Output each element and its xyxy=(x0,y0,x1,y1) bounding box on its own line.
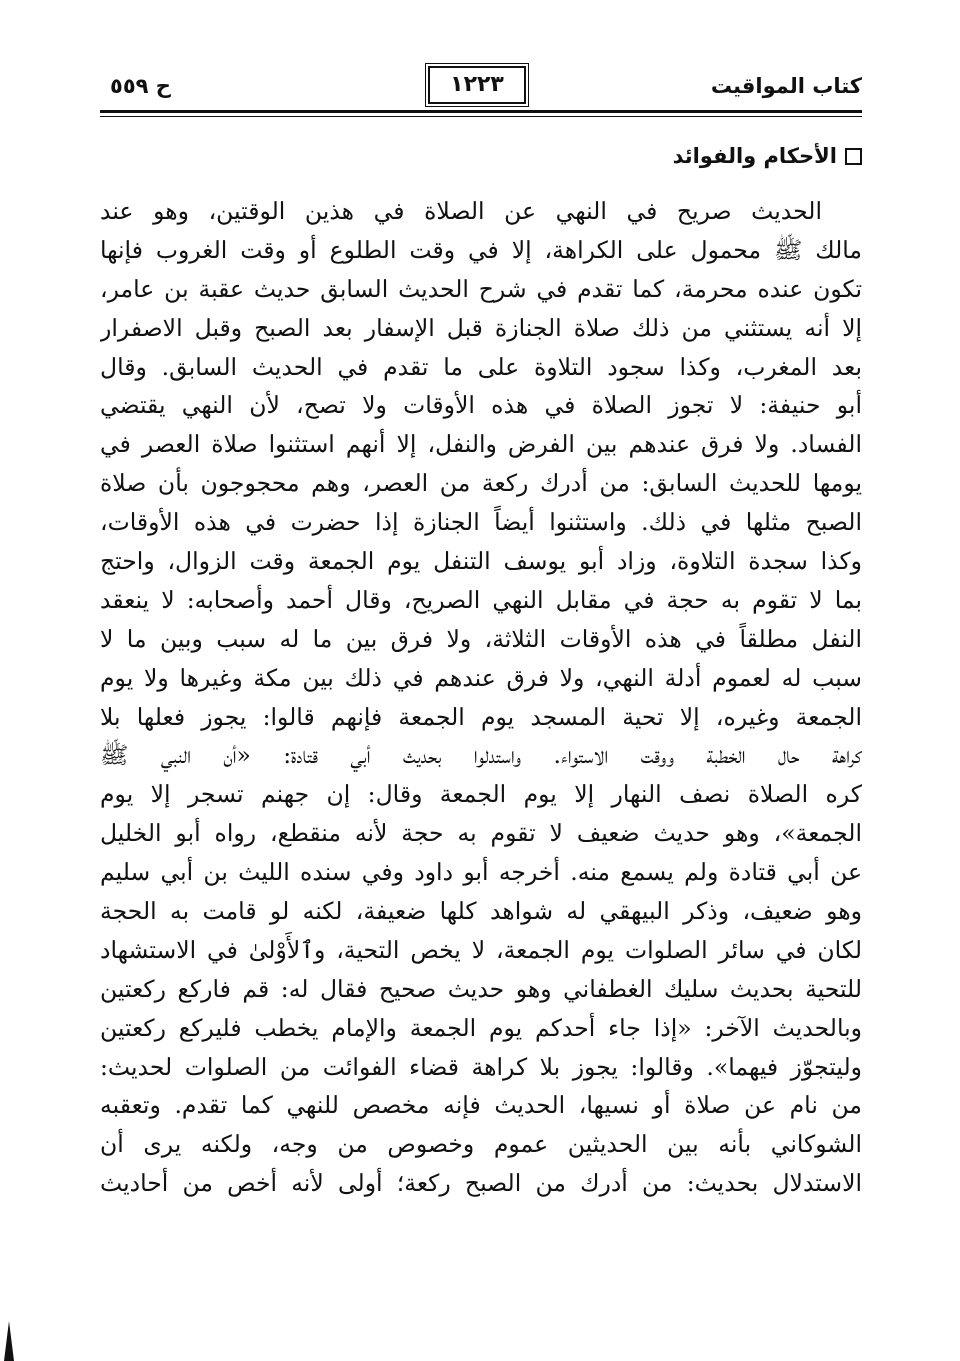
text-line: الحديث صريح في النهي عن الصلاة في هذين الوقتين، وهو عند xyxy=(100,197,822,225)
text-line: إلا أنه يستثني من ذلك صلاة الجنازة قبل الإسفار بعد الصبح وقبل الاصفرار xyxy=(100,313,862,342)
page-edge-mark xyxy=(4,1321,14,1361)
header-rule-thick xyxy=(100,110,862,113)
text-line: الجمعة»، وهو حديث ضعيف لا تقوم به حجة لأنه منقطع، رواه أبو الخليل xyxy=(100,819,862,848)
text-line: كره الصلاة نصف النهار إلا يوم الجمعة وقال: إن جهنم تسجر إلا يوم xyxy=(100,780,862,809)
hadith-number-box: ١٢٢٣ xyxy=(428,66,526,104)
text-line: أبو حنيفة: لا تجوز الصلاة في هذه الأوقات ولا تصح، لأن النهي يقتضي xyxy=(100,391,862,420)
square-bullet-icon xyxy=(845,148,862,165)
text-line: وليتجوّز فيهما». وقالوا: يجوز بلا كراهة قضاء الفوائت من الصلوات لحديث: xyxy=(100,1052,862,1081)
text-line: الفساد. ولا فرق عندهم بين الفرض والنفل، إلا أنهم استثنوا صلاة العصر في xyxy=(100,430,862,459)
page-header xyxy=(100,66,862,110)
text-line: يومها للحديث السابق: من أدرك ركعة من العصر، وهم محجوجون بأن صلاة xyxy=(100,469,862,498)
text-line: الاستدلال بحديث: من أدرك من الصبح ركعة؛ أولى لأنه أخص من أحاديث xyxy=(100,1169,862,1198)
text-line: وهو ضعيف، وذكر البيهقي له شواهد كلها ضعيفة، لكنه لو قامت به الحجة xyxy=(100,897,862,926)
body-text xyxy=(100,192,862,1203)
text-line: وبالحديث الآخر: «إذا جاء أحدكم يوم الجمعة والإمام يخطب فليركع ركعتين xyxy=(100,1013,862,1042)
section-heading-text: الأحكام والفوائد xyxy=(672,144,837,168)
text-line: مالك ﷺ محمول على الكراهة، إلا في وقت الطلوع أو وقت الغروب فإنها xyxy=(100,235,862,264)
text-line: سبب له لعموم أدلة النهي، ولا فرق عندهم في ذلك بين مكة وغيرها ولا يوم xyxy=(100,663,862,692)
text-line: الجمعة وغيره، إلا تحية المسجد يوم الجمعة فإنهم قالوا: يجوز فعلها بلا xyxy=(100,702,862,731)
text-line: الصبح مثلها في ذلك. واستثنوا أيضاً الجنازة إذا حضرت في هذه الأوقات، xyxy=(100,508,862,537)
text-line: النفل مطلقاً في هذه الأوقات الثلاثة، ولا فرق بين ما له سبب وبين ما لا xyxy=(100,624,862,653)
text-line: تكون عنده محرمة، كما تقدم في شرح الحديث السابق حديث عقبة بن عامر، xyxy=(100,274,862,303)
hadith-reference: ح ٥٥٩ xyxy=(110,74,171,98)
text-line: كراهة حال الخطبة ووقت الاستواء. واستدلوا بحديث أبي قتادة: «أن النبي ﷺ xyxy=(100,741,862,770)
text-line: عن أبي قتادة ولم يسمع منه. أخرجه أبو داود وفي سنده الليث بن أبي سليم xyxy=(100,858,862,887)
header-rule-thin xyxy=(100,116,862,117)
text-line: للتحية بحديث سليك الغطفاني وهو حديث صحيح فقال له: قم فاركع ركعتين xyxy=(100,974,862,1003)
text-line: بعد المغرب، وكذا سجود التلاوة على ما تقدم في الحديث السابق. وقال xyxy=(100,352,862,381)
text-line: من نام عن صلاة أو نسيها، الحديث فإنه مخصص للنهي كما تقدم. وتعقبه xyxy=(100,1091,862,1120)
text-line: لكان في سائر الصلوات يوم الجمعة، لا يخص التحية، وٱلأَوْلىٰ في الاستشهاد xyxy=(100,935,862,964)
text-line: وكذا سجدة التلاوة، وزاد أبو يوسف التنفل يوم الجمعة وقت الزوال، واحتج xyxy=(100,547,862,576)
text-line: بما لا تقوم به حجة في مقابل النهي الصريح، وقال أحمد وأصحابه: لا ينعقد xyxy=(100,585,862,614)
book-title: كتاب المواقيت xyxy=(710,74,862,98)
section-heading xyxy=(673,144,862,168)
text-line: الشوكاني بأنه بين الحديثين عموم وخصوص من وجه، ولكنه يرى أن xyxy=(100,1130,862,1159)
